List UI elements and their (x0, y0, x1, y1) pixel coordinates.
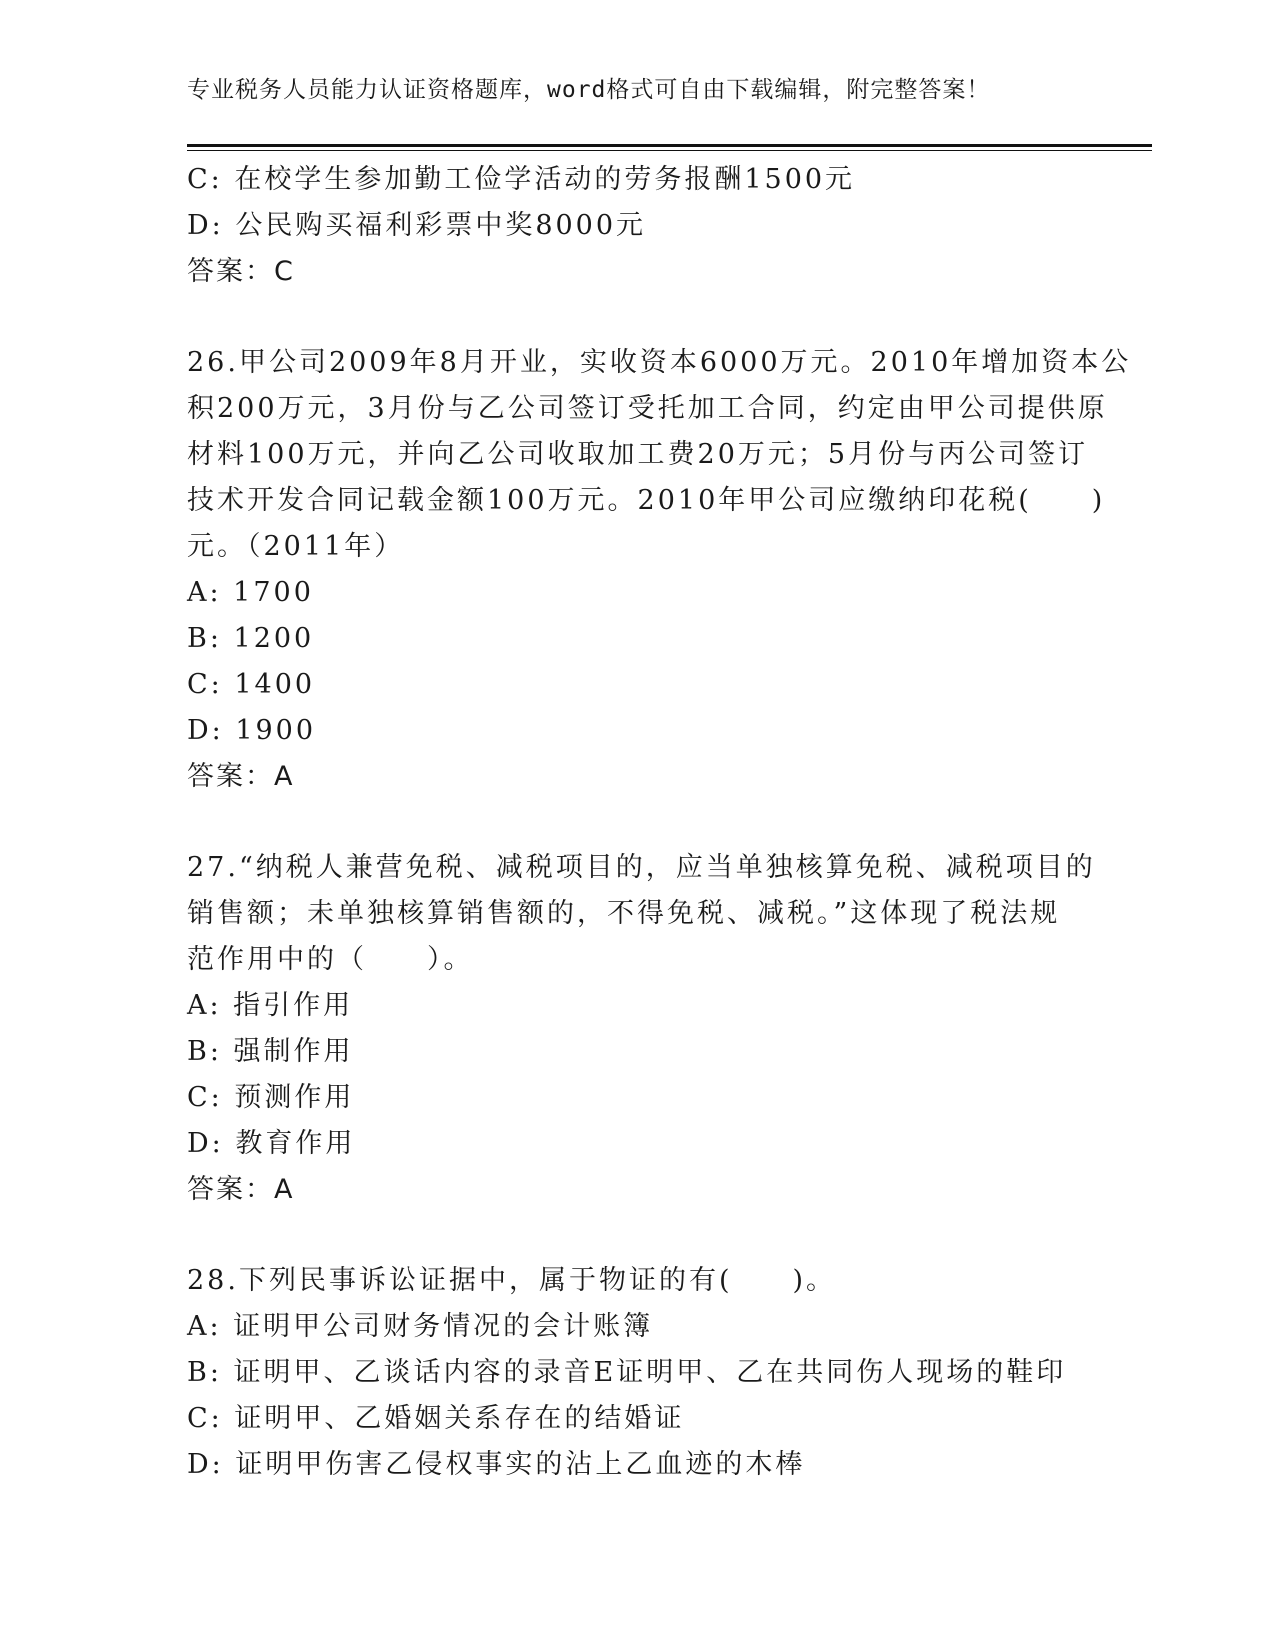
question-stem-line: 元。（2011年） (187, 531, 405, 562)
question-27 (187, 845, 1096, 1213)
option-c: C: 证明甲、乙婚姻关系存在的结婚证 (187, 1403, 685, 1434)
question-stem-line: 26.甲公司2009年8月开业，实收资本6000万元。2010年增加资本公 (187, 347, 1132, 378)
question-stem-line: 技术开发合同记载金额100万元。2010年甲公司应缴纳印花税( ) (187, 485, 1106, 516)
question-25-tail (187, 157, 1087, 295)
page-header: 专业税务人员能力认证资格题库，word格式可自由下载编辑，附完整答案！ (187, 77, 991, 103)
spacer (187, 1213, 1087, 1258)
option-a: A: 证明甲公司财务情况的会计账簿 (187, 1311, 654, 1342)
option-b: B: 证明甲、乙谈话内容的录音E证明甲、乙在共同伤人现场的鞋印 (187, 1357, 1067, 1388)
question-stem-line: 积200万元，3月份与乙公司签订受托加工合同，约定由甲公司提供原 (187, 393, 1108, 424)
question-stem-line: 材料100万元，并向乙公司收取加工费20万元；5月份与丙公司签订 (187, 439, 1089, 470)
option-b: B: 1200 (187, 623, 315, 654)
question-content (187, 157, 1132, 1488)
answer: 答案：A (187, 1174, 295, 1205)
option-a: A: 指引作用 (187, 990, 354, 1021)
question-stem-line: 销售额；未单独核算销售额的，不得免税、减税。”这体现了税法规 (187, 898, 1061, 929)
question-stem-line: 范作用中的（ ）。 (187, 944, 474, 975)
question-26 (187, 340, 1132, 800)
option-d: D: 证明甲伤害乙侵权事实的沾上乙血迹的木棒 (187, 1449, 806, 1480)
question-28 (187, 1258, 1087, 1488)
option-c: C: 1400 (187, 669, 316, 700)
option-c: C: 在校学生参加勤工俭学活动的劳务报酬1500元 (187, 164, 856, 195)
option-d: D: 公民购买福利彩票中奖8000元 (187, 210, 647, 241)
answer: 答案：C (187, 256, 295, 287)
header-rule-thin (187, 150, 1152, 151)
spacer (187, 800, 1087, 845)
option-c: C: 预测作用 (187, 1082, 355, 1113)
question-stem-line: 27.“纳税人兼营免税、减税项目的，应当单独核算免税、减税项目的 (187, 852, 1096, 883)
option-d: D: 1900 (187, 715, 317, 746)
answer: 答案：A (187, 761, 295, 792)
header-rule-thick (187, 144, 1152, 147)
option-b: B: 强制作用 (187, 1036, 354, 1067)
question-stem-line: 28.下列民事诉讼证据中，属于物证的有( )。 (187, 1265, 837, 1296)
spacer (187, 295, 1087, 340)
option-a: A: 1700 (187, 577, 314, 608)
option-d: D: 教育作用 (187, 1128, 356, 1159)
